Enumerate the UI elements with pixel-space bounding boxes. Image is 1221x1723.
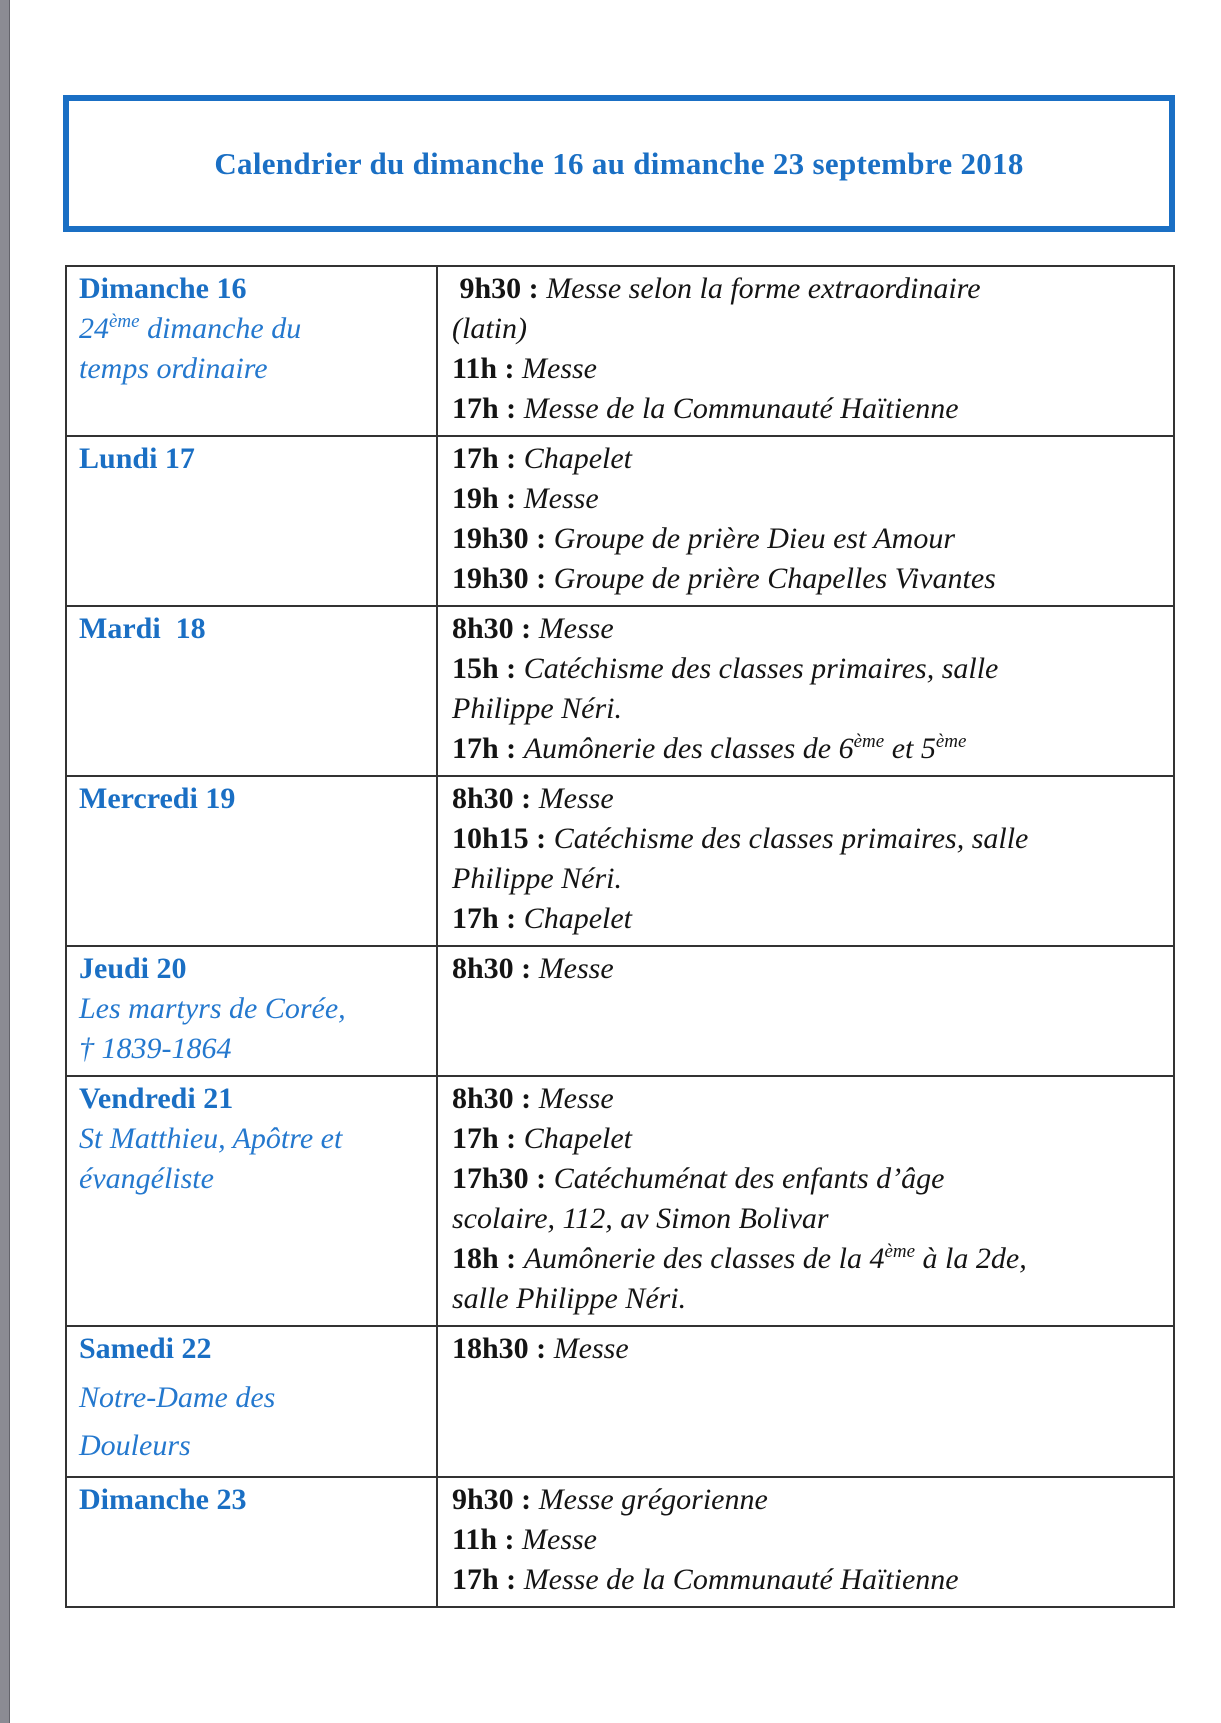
event-description bbox=[554, 522, 955, 555]
event-line bbox=[452, 949, 1167, 989]
event-time: 19h : bbox=[452, 482, 524, 515]
day-cell bbox=[67, 947, 438, 1075]
text-segment: Messe bbox=[538, 612, 614, 645]
event-time: 11h : bbox=[452, 352, 523, 385]
table-row bbox=[67, 775, 1173, 945]
day-label: Vendredi 21 bbox=[79, 1082, 234, 1115]
day-cell bbox=[67, 777, 438, 945]
text-segment: évangéliste bbox=[79, 1162, 214, 1195]
event-description bbox=[524, 732, 967, 765]
day-cell bbox=[67, 607, 438, 775]
day-cell bbox=[67, 1327, 438, 1476]
event-time: 10h15 : bbox=[452, 822, 554, 855]
text-segment: Les martyrs de Corée, bbox=[79, 992, 346, 1025]
day-cell bbox=[67, 1478, 438, 1606]
event-time: 19h30 : bbox=[452, 522, 554, 555]
table-row bbox=[67, 1075, 1173, 1325]
event-description bbox=[554, 562, 996, 595]
event-line bbox=[452, 1079, 1167, 1119]
day-label: Mardi 18 bbox=[79, 612, 206, 645]
text-segment: temps ordinaire bbox=[79, 352, 268, 385]
event-description bbox=[539, 612, 614, 645]
table-row bbox=[67, 1476, 1173, 1606]
event-description bbox=[539, 782, 614, 815]
table-row bbox=[67, 605, 1173, 775]
text-segment: et 5 bbox=[884, 732, 936, 765]
event-description bbox=[452, 652, 998, 725]
event-time: 8h30 : bbox=[452, 1082, 539, 1115]
table-row bbox=[67, 435, 1173, 605]
day-label: Lundi 17 bbox=[79, 442, 195, 475]
event-time: 15h : bbox=[452, 652, 524, 685]
event-description bbox=[554, 1332, 629, 1365]
day-subtitle bbox=[79, 309, 410, 389]
day-label: Dimanche 23 bbox=[79, 1483, 247, 1516]
text-segment: Messe selon la forme extraordinaire bbox=[546, 272, 981, 305]
event-line bbox=[452, 1239, 1167, 1319]
text-segment: † 1839-1864 bbox=[79, 1032, 232, 1065]
events-cell bbox=[438, 777, 1173, 945]
calendar-table bbox=[65, 265, 1175, 1608]
events-cell bbox=[438, 267, 1173, 435]
event-time: 9h30 : bbox=[452, 272, 547, 305]
event-description bbox=[524, 442, 632, 475]
event-description bbox=[524, 1122, 632, 1155]
event-line bbox=[452, 609, 1167, 649]
day-subtitle bbox=[79, 1119, 410, 1199]
event-time: 19h30 : bbox=[452, 562, 554, 595]
text-segment: Chapelet bbox=[523, 442, 632, 475]
event-line bbox=[452, 439, 1167, 479]
event-time: 9h30 : bbox=[452, 1483, 539, 1516]
events-cell bbox=[438, 947, 1173, 1075]
text-segment: Messe bbox=[538, 952, 614, 985]
event-line bbox=[452, 389, 1167, 429]
text-segment: Philippe Néri. bbox=[452, 692, 622, 725]
event-description bbox=[524, 902, 632, 935]
event-description bbox=[522, 1523, 597, 1556]
event-time: 17h : bbox=[452, 1563, 524, 1596]
text-segment: Aumônerie des classes de la 4 bbox=[523, 1242, 885, 1275]
title-box bbox=[63, 95, 1175, 232]
ordinal-superscript: ème bbox=[853, 731, 885, 752]
event-line bbox=[452, 1480, 1167, 1520]
event-line bbox=[452, 519, 1167, 559]
event-line bbox=[452, 1329, 1167, 1369]
text-segment: (latin) bbox=[452, 312, 527, 345]
event-time: 8h30 : bbox=[452, 612, 539, 645]
event-line bbox=[452, 559, 1167, 599]
text-segment: Messe de la Communauté Haïtienne bbox=[523, 1563, 959, 1596]
ordinal-superscript: ème bbox=[884, 1241, 916, 1262]
event-description bbox=[524, 482, 599, 515]
day-cell bbox=[67, 267, 438, 435]
table-row bbox=[67, 267, 1173, 435]
text-segment: Catéchuménat des enfants d’âge bbox=[553, 1162, 945, 1195]
day-label: Mercredi 19 bbox=[79, 782, 236, 815]
event-time: 18h : bbox=[452, 1242, 524, 1275]
event-line bbox=[452, 1119, 1167, 1159]
day-subtitle bbox=[79, 1374, 410, 1470]
text-segment: salle Philippe Néri. bbox=[452, 1282, 687, 1315]
event-description bbox=[524, 1563, 959, 1596]
events-cell bbox=[438, 437, 1173, 605]
event-description bbox=[522, 352, 597, 385]
table-row bbox=[67, 1325, 1173, 1476]
text-segment: Messe grégorienne bbox=[538, 1483, 768, 1516]
text-segment: Messe bbox=[538, 1082, 614, 1115]
events-cell bbox=[438, 1077, 1173, 1325]
event-time: 17h : bbox=[452, 902, 524, 935]
page-edge-strip bbox=[0, 0, 10, 1723]
day-cell bbox=[67, 1077, 438, 1325]
text-segment: Philippe Néri. bbox=[452, 862, 622, 895]
event-line bbox=[452, 779, 1167, 819]
text-segment: Chapelet bbox=[523, 902, 632, 935]
event-line bbox=[452, 1159, 1167, 1239]
ordinal-superscript: ème bbox=[109, 311, 140, 332]
table-row bbox=[67, 945, 1173, 1075]
event-description bbox=[539, 1483, 768, 1516]
event-time: 17h30 : bbox=[452, 1162, 554, 1195]
day-subtitle bbox=[79, 989, 410, 1069]
day-label: Dimanche 16 bbox=[79, 272, 247, 305]
event-description bbox=[452, 1242, 1027, 1315]
event-line bbox=[452, 649, 1167, 729]
text-segment: Notre-Dame des bbox=[79, 1381, 276, 1414]
event-time: 11h : bbox=[452, 1523, 523, 1556]
text-segment: Messe bbox=[522, 352, 598, 385]
text-segment: Chapelet bbox=[523, 1122, 632, 1155]
event-time: 17h : bbox=[452, 442, 524, 475]
text-segment: Catéchisme des classes primaires, salle bbox=[553, 822, 1029, 855]
event-line bbox=[452, 899, 1167, 939]
events-cell bbox=[438, 1478, 1173, 1606]
event-description bbox=[539, 1082, 614, 1115]
text-segment: à la 2de, bbox=[915, 1242, 1027, 1275]
document-title: Calendrier du dimanche 16 au dimanche 23 septembre 2018 bbox=[214, 145, 1024, 181]
event-line bbox=[452, 349, 1167, 389]
events-cell bbox=[438, 1327, 1173, 1476]
day-label: Jeudi 20 bbox=[79, 952, 187, 985]
text-segment: Aumônerie des classes de 6 bbox=[523, 732, 854, 765]
event-time: 8h30 : bbox=[452, 782, 539, 815]
event-line bbox=[452, 1520, 1167, 1560]
event-time: 17h : bbox=[452, 392, 524, 425]
text-segment: scolaire, 112, av Simon Bolivar bbox=[452, 1202, 829, 1235]
event-time: 17h : bbox=[452, 732, 524, 765]
text-segment: Catéchisme des classes primaires, salle bbox=[523, 652, 999, 685]
text-segment: Messe de la Communauté Haïtienne bbox=[523, 392, 959, 425]
text-segment: Messe bbox=[538, 782, 614, 815]
text-segment: St Matthieu, Apôtre et bbox=[79, 1122, 343, 1155]
event-time: 17h : bbox=[452, 1122, 524, 1155]
text-segment: Messe bbox=[553, 1332, 629, 1365]
event-time: 18h30 : bbox=[452, 1332, 554, 1365]
text-segment: Messe bbox=[522, 1523, 598, 1556]
event-line bbox=[452, 1560, 1167, 1600]
text-segment: dimanche du bbox=[139, 312, 302, 345]
event-line bbox=[452, 479, 1167, 519]
event-line bbox=[452, 269, 1167, 349]
text-segment: Messe bbox=[523, 482, 599, 515]
event-time: 8h30 : bbox=[452, 952, 539, 985]
events-cell bbox=[438, 607, 1173, 775]
day-cell bbox=[67, 437, 438, 605]
ordinal-superscript: ème bbox=[935, 731, 967, 752]
text-segment: Groupe de prière Dieu est Amour bbox=[553, 522, 956, 555]
text-segment: Groupe de prière Chapelles Vivantes bbox=[553, 562, 996, 595]
text-segment: 24 bbox=[79, 312, 109, 345]
event-description bbox=[539, 952, 614, 985]
text-segment: Douleurs bbox=[79, 1429, 191, 1462]
event-description bbox=[524, 392, 959, 425]
event-line bbox=[452, 819, 1167, 899]
event-line bbox=[452, 729, 1167, 769]
day-label: Samedi 22 bbox=[79, 1332, 212, 1365]
